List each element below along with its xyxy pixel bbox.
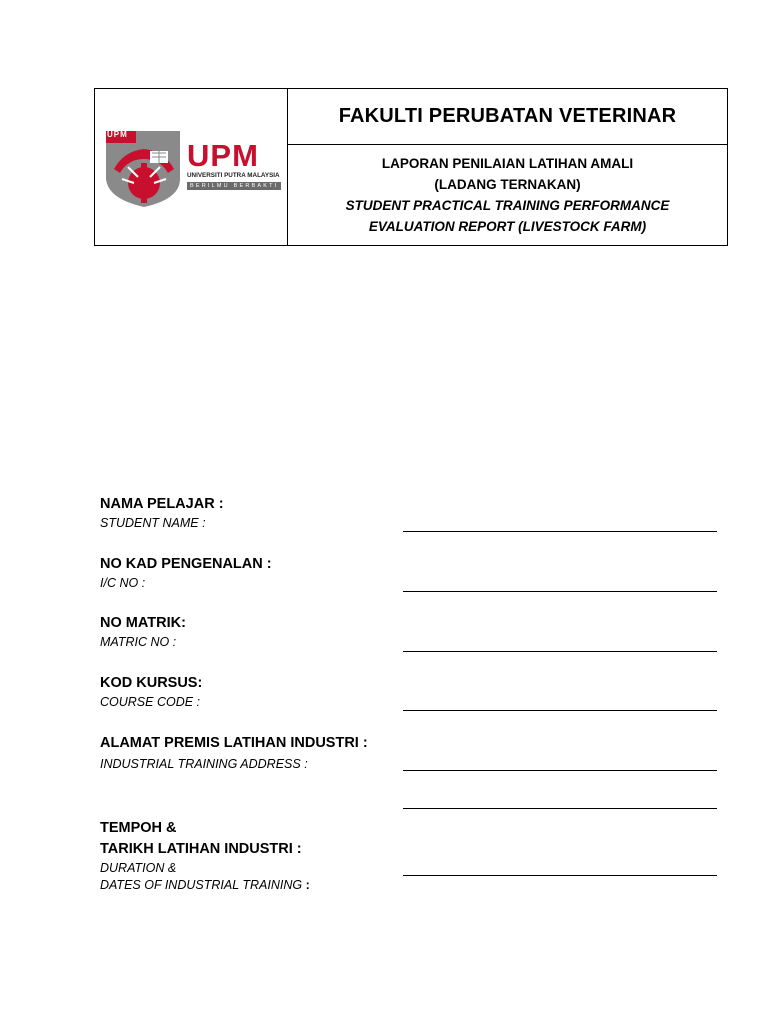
course-code-sublabel: COURSE CODE :: [100, 695, 201, 709]
ic-no-sublabel: I/C NO :: [100, 576, 146, 590]
training-address-line-1[interactable]: [403, 770, 717, 771]
upm-crest-icon: [104, 129, 184, 209]
student-name-field: [100, 494, 720, 532]
course-code-field: [100, 673, 720, 711]
student-name-sublabel: STUDENT NAME :: [100, 516, 206, 530]
training-duration-label-1: TEMPOH &: [100, 820, 177, 836]
training-duration-sublabel-2: [100, 877, 720, 894]
upm-wordmark: UPM: [187, 138, 259, 173]
ic-no-field: [100, 554, 720, 592]
university-name: UNIVERSITI PUTRA MALAYSIA: [187, 172, 280, 179]
course-code-label: KOD KURSUS:: [100, 675, 203, 691]
upm-crest-tag: UPM: [107, 130, 128, 139]
title-column: [288, 89, 727, 245]
matric-no-label: NO MATRIK:: [100, 615, 186, 631]
header-table: [94, 88, 728, 246]
student-name-line[interactable]: [403, 531, 717, 532]
report-title-en-2: EVALUATION REPORT (LIVESTOCK FARM): [368, 219, 647, 234]
faculty-title: FAKULTI PERUBATAN VETERINAR: [288, 89, 727, 145]
report-title-en-1: STUDENT PRACTICAL TRAINING PERFORMANCE: [345, 198, 670, 213]
training-duration-field: [100, 818, 720, 894]
training-address-field: [100, 733, 720, 773]
matric-no-line[interactable]: [403, 651, 717, 652]
report-title-ms-2: (LADANG TERNAKAN): [434, 177, 581, 192]
training-address-label: ALAMAT PREMIS LATIHAN INDUSTRI :: [100, 735, 368, 751]
matric-no-sublabel: MATRIC NO :: [100, 635, 177, 649]
training-duration-sublabel-1: DURATION &: [100, 861, 177, 875]
training-duration-label-2: TARIKH LATIHAN INDUSTRI :: [100, 841, 302, 857]
ic-no-label: NO KAD PENGENALAN :: [100, 556, 272, 572]
matric-no-field: [100, 613, 720, 651]
logo-cell: [95, 89, 288, 245]
training-address-line-2[interactable]: [403, 808, 717, 809]
report-title: [288, 145, 727, 245]
training-duration-colon: :: [305, 878, 310, 892]
student-name-label: NAMA PELAJAR :: [100, 496, 224, 512]
course-code-line[interactable]: [403, 710, 717, 711]
training-address-sublabel: INDUSTRIAL TRAINING ADDRESS :: [100, 757, 308, 771]
training-duration-sublabel-2-text: DATES OF INDUSTRIAL TRAINING: [100, 878, 303, 892]
university-motto: BERILMU BERBAKTI: [187, 182, 281, 190]
report-title-ms-1: LAPORAN PENILAIAN LATIHAN AMALI: [381, 156, 634, 171]
ic-no-line[interactable]: [403, 591, 717, 592]
training-duration-line[interactable]: [403, 875, 717, 876]
